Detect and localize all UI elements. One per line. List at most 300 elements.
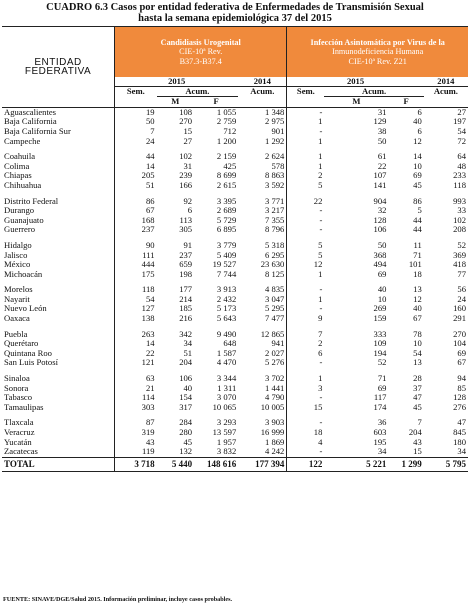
table-cell: 1 bbox=[287, 136, 325, 146]
table-cell: 1 200 bbox=[216, 136, 237, 146]
table-cell: 2 759 bbox=[216, 117, 237, 127]
table-cell: 7 bbox=[115, 127, 157, 137]
table-cell: 118 bbox=[115, 285, 157, 295]
table-cell: 69 bbox=[413, 171, 422, 181]
year-header: 2015 bbox=[287, 77, 424, 87]
table-row bbox=[2, 206, 468, 216]
table-cell: 69 bbox=[377, 383, 387, 393]
table-cell: 64 bbox=[457, 151, 466, 162]
table-cell: 494 bbox=[373, 259, 387, 270]
table-cell: 160 bbox=[453, 304, 466, 314]
table-cell: 114 bbox=[115, 393, 157, 403]
table-row bbox=[2, 393, 468, 403]
table-cell: 22 bbox=[377, 161, 387, 171]
table-cell: 101 bbox=[408, 259, 422, 270]
col-sem: Sem. bbox=[115, 87, 157, 107]
table-cell: 276 bbox=[453, 402, 466, 412]
table-cell: 7 bbox=[287, 329, 325, 339]
table-cell: 4 470 bbox=[216, 358, 237, 368]
group-candidiasis-title: Candidiasis Urogenital bbox=[160, 38, 241, 48]
table-cell: 10 bbox=[377, 294, 387, 304]
table-cell: 38 bbox=[377, 126, 387, 136]
col-acum-2014: Acum. bbox=[238, 87, 287, 107]
table-cell: 47 bbox=[457, 418, 466, 428]
table-cell: 1 311 bbox=[217, 383, 237, 393]
entity-name: Coahuila bbox=[4, 151, 36, 162]
table-cell: 5 276 bbox=[265, 358, 285, 368]
table-cell: 45 bbox=[413, 402, 422, 412]
table-cell: 154 bbox=[179, 393, 193, 403]
table-cell: 51 bbox=[183, 348, 193, 358]
table-cell: 10 005 bbox=[260, 402, 285, 412]
table-cell: 4 242 bbox=[265, 447, 285, 457]
table-cell: 3 217 bbox=[265, 205, 285, 216]
table-row bbox=[2, 270, 468, 280]
table-cell: 180 bbox=[453, 437, 466, 447]
table-cell: 12 bbox=[287, 260, 325, 270]
table-cell: 177 bbox=[179, 285, 193, 295]
table-cell: 67 bbox=[413, 313, 422, 324]
table-cell: 113 bbox=[179, 215, 193, 225]
entity-name: Aguascalientes bbox=[4, 107, 57, 117]
year-header: 2015 bbox=[115, 77, 239, 87]
table-cell: - bbox=[287, 285, 325, 295]
table-cell: 90 bbox=[115, 241, 157, 251]
entity-name: Tabasco bbox=[4, 393, 33, 403]
table-cell: 15 bbox=[413, 447, 422, 457]
table-cell: 102 bbox=[453, 215, 466, 225]
table-cell: 319 bbox=[115, 428, 157, 438]
table-row bbox=[2, 285, 468, 295]
table-cell: 1 bbox=[287, 295, 325, 305]
col-acum-2014: Acum. bbox=[424, 87, 468, 107]
table-cell: 54 bbox=[457, 126, 466, 136]
table-cell: - bbox=[287, 393, 325, 403]
table-cell: 1 bbox=[287, 374, 325, 384]
table-cell: 69 bbox=[457, 348, 466, 358]
table-cell: 305 bbox=[179, 225, 193, 235]
table-cell: 10 bbox=[413, 161, 422, 171]
table-cell: 13 597 bbox=[212, 427, 237, 438]
entity-name: Morelos bbox=[4, 285, 33, 295]
table-cell: 3 344 bbox=[216, 373, 237, 384]
table-cell: 19 527 bbox=[212, 259, 237, 270]
table-cell: 208 bbox=[453, 225, 466, 235]
table-cell: 5 643 bbox=[216, 313, 237, 324]
entity-name: Quintana Roo bbox=[4, 348, 52, 358]
table-cell: - bbox=[287, 216, 325, 226]
entity-name: Michoacán bbox=[4, 269, 43, 279]
table-row bbox=[2, 349, 468, 359]
table-cell: 21 bbox=[115, 383, 157, 393]
table-cell: 33 bbox=[457, 205, 466, 216]
table-cell: 27 bbox=[183, 136, 193, 146]
table-cell: 648 bbox=[223, 339, 237, 349]
table-row bbox=[2, 127, 468, 137]
table-row bbox=[2, 181, 468, 191]
total-cell: 5 795 bbox=[424, 457, 468, 471]
table-cell: 24 bbox=[457, 294, 466, 304]
entity-name: Sinaloa bbox=[4, 373, 30, 384]
table-cell: 44 bbox=[413, 215, 422, 225]
table-cell: 444 bbox=[115, 260, 157, 270]
table-cell: 61 bbox=[377, 151, 387, 162]
table-row bbox=[2, 358, 468, 368]
table-cell: 175 bbox=[115, 270, 157, 280]
entity-header bbox=[2, 27, 115, 108]
table-cell: 13 bbox=[413, 285, 422, 295]
table-cell: 86 bbox=[413, 196, 422, 206]
table-row bbox=[2, 447, 468, 457]
table-cell: 425 bbox=[223, 161, 237, 171]
table-cell: 5 bbox=[287, 241, 325, 251]
table-cell: 43 bbox=[115, 437, 157, 447]
entity-name: Baja California bbox=[4, 117, 57, 127]
table-row bbox=[2, 260, 468, 270]
entity-name: Guanajuato bbox=[4, 215, 44, 225]
table-cell: 8 699 bbox=[216, 171, 237, 181]
table-cell: 141 bbox=[373, 180, 387, 190]
table-cell: 50 bbox=[377, 136, 387, 146]
table-cell: 194 bbox=[373, 348, 387, 358]
total-cell: 5 221 bbox=[324, 457, 388, 471]
year-header: 2014 bbox=[424, 77, 468, 87]
table-cell: 6 bbox=[417, 107, 422, 117]
table-cell: 369 bbox=[453, 250, 466, 260]
cases-table bbox=[2, 26, 468, 472]
table-cell: 174 bbox=[373, 402, 387, 412]
source-footnote: FUENTE: SINAVE/DGE/Salud 2015. Información preliminar, incluye casos probables. bbox=[3, 596, 233, 603]
table-row bbox=[2, 428, 468, 438]
table-cell: 129 bbox=[373, 117, 387, 127]
table-cell: 12 bbox=[413, 294, 422, 304]
table-cell: 237 bbox=[115, 225, 157, 235]
entity-name: Tamaulipas bbox=[4, 402, 44, 412]
table-cell: - bbox=[287, 225, 325, 235]
table-cell: 3 702 bbox=[265, 373, 285, 384]
entity-name: Puebla bbox=[4, 329, 28, 339]
table-cell: 22 bbox=[115, 349, 157, 359]
table-cell: 5 bbox=[287, 181, 325, 191]
table-cell: 3 395 bbox=[216, 196, 237, 206]
table-cell: 18 bbox=[413, 269, 422, 279]
table-cell: 3 832 bbox=[216, 447, 237, 457]
table-cell: 5 295 bbox=[265, 304, 285, 314]
title-line-1: CUADRO 6.3 Casos por entidad federativa de Enfermedades de Transmisión Sexual bbox=[46, 2, 424, 13]
entity-name: Colima bbox=[4, 161, 30, 171]
table-cell: 2 027 bbox=[265, 348, 285, 358]
table-cell: 284 bbox=[179, 418, 193, 428]
entity-name: Guerrero bbox=[4, 225, 36, 235]
table-cell: 269 bbox=[373, 304, 387, 314]
table-cell: 239 bbox=[179, 171, 193, 181]
table-cell: 69 bbox=[377, 269, 387, 279]
table-cell: 47 bbox=[413, 393, 422, 403]
table-cell: 54 bbox=[413, 348, 422, 358]
entity-name: Baja California Sur bbox=[4, 126, 71, 136]
total-label: TOTAL bbox=[2, 457, 115, 471]
table-cell: 3 779 bbox=[216, 240, 237, 250]
table-row bbox=[2, 329, 468, 339]
group-vih-cie: CIE-10ª Rev. Z21 bbox=[348, 56, 407, 66]
col-f: F bbox=[388, 97, 423, 107]
table-row bbox=[2, 196, 468, 206]
table-cell: 2 615 bbox=[216, 180, 237, 190]
table-cell: 204 bbox=[408, 427, 422, 438]
table-cell: 67 bbox=[457, 358, 466, 368]
table-cell: 1 348 bbox=[265, 107, 285, 117]
table-cell: 111 bbox=[115, 250, 157, 260]
table-row bbox=[2, 403, 468, 413]
table-cell: 19 bbox=[115, 107, 157, 117]
table-row bbox=[2, 339, 468, 349]
table-cell: 9 bbox=[287, 314, 325, 324]
table-cell: 51 bbox=[115, 181, 157, 191]
total-cell: 177 394 bbox=[238, 457, 287, 471]
table-cell: 1 bbox=[287, 270, 325, 280]
title-line-2: hasta la semana epidemiológica 37 del 2015 bbox=[138, 13, 332, 24]
table-cell: 12 865 bbox=[260, 329, 285, 339]
entity-name: Distrito Federal bbox=[4, 196, 59, 206]
table-cell: 5 bbox=[287, 250, 325, 260]
table-cell: 233 bbox=[453, 171, 466, 181]
table-cell: 40 bbox=[413, 117, 422, 127]
total-cell: 148 616 bbox=[194, 457, 238, 471]
table-cell: 31 bbox=[377, 107, 387, 117]
table-cell: 4 790 bbox=[265, 393, 285, 403]
table-row bbox=[2, 437, 468, 447]
table-cell: 901 bbox=[271, 126, 285, 136]
table-cell: 368 bbox=[373, 250, 387, 260]
table-cell: 2 432 bbox=[216, 294, 237, 304]
table-cell: 27 bbox=[457, 107, 466, 117]
table-cell: 3 bbox=[287, 383, 325, 393]
entity-name: Sonora bbox=[4, 383, 29, 393]
table-cell: 3 903 bbox=[265, 418, 285, 428]
entity-name: Hidalgo bbox=[4, 240, 32, 250]
entity-name: Jalisco bbox=[4, 250, 28, 260]
entity-name: Durango bbox=[4, 205, 35, 216]
table-cell: 28 bbox=[413, 373, 422, 384]
entity-name: Oaxaca bbox=[4, 313, 30, 324]
table-cell: 7 bbox=[417, 418, 422, 428]
table-cell: 121 bbox=[115, 358, 157, 368]
table-cell: 48 bbox=[457, 161, 466, 171]
table-cell: 270 bbox=[453, 329, 466, 339]
table-cell: 109 bbox=[373, 339, 387, 349]
table-cell: 1 292 bbox=[265, 136, 285, 146]
table-row bbox=[2, 304, 468, 314]
table-cell: 216 bbox=[179, 313, 193, 324]
table-cell: 845 bbox=[453, 427, 466, 438]
table-cell: 204 bbox=[179, 358, 193, 368]
table-cell: 3 070 bbox=[216, 393, 237, 403]
table-cell: 14 bbox=[413, 151, 422, 162]
table-cell: 993 bbox=[453, 196, 466, 206]
table-cell: 1 055 bbox=[216, 107, 237, 117]
table-cell: 117 bbox=[373, 393, 387, 403]
total-row bbox=[2, 457, 468, 471]
table-cell: 6 295 bbox=[265, 250, 285, 260]
entity-name: Querétaro bbox=[4, 339, 39, 349]
table-cell: 195 bbox=[373, 437, 387, 447]
col-acum: Acum. bbox=[157, 87, 239, 97]
table-cell: 3 913 bbox=[216, 285, 237, 295]
table-cell: 1 bbox=[287, 117, 325, 127]
table-cell: 56 bbox=[457, 285, 466, 295]
table-cell: 8 796 bbox=[265, 225, 285, 235]
table-cell: 52 bbox=[377, 358, 387, 368]
table-cell: 6 bbox=[187, 205, 193, 216]
table-cell: 712 bbox=[223, 126, 237, 136]
table-cell: 1 bbox=[287, 162, 325, 172]
table-cell: 16 999 bbox=[260, 427, 285, 438]
table-row bbox=[2, 225, 468, 235]
table-cell: 1 869 bbox=[265, 437, 285, 447]
table-cell: 14 bbox=[115, 162, 157, 172]
table-cell: 1 bbox=[287, 152, 325, 162]
table-cell: 6 bbox=[417, 126, 422, 136]
table-cell: 23 630 bbox=[260, 259, 285, 270]
table-row bbox=[2, 107, 468, 117]
table-cell: 5 318 bbox=[265, 240, 285, 250]
table-row bbox=[2, 117, 468, 127]
table-cell: 94 bbox=[457, 373, 466, 384]
table-cell: 34 bbox=[183, 339, 193, 349]
table-row bbox=[2, 295, 468, 305]
entity-name: Yucatán bbox=[4, 437, 32, 447]
table-cell: 71 bbox=[413, 250, 422, 260]
table-cell: 7 744 bbox=[216, 269, 237, 279]
table-cell: 31 bbox=[183, 161, 193, 171]
table-cell: 63 bbox=[115, 374, 157, 384]
table-row bbox=[2, 314, 468, 324]
table-cell: 138 bbox=[115, 314, 157, 324]
entity-name: Veracruz bbox=[4, 427, 35, 438]
table-cell: 50 bbox=[377, 240, 387, 250]
table-cell: 168 bbox=[115, 216, 157, 226]
col-sem: Sem. bbox=[287, 87, 325, 107]
table-cell: 50 bbox=[115, 117, 157, 127]
group-vih-header bbox=[287, 27, 468, 78]
table-cell: 11 bbox=[413, 240, 422, 250]
table-cell: 12 bbox=[413, 136, 422, 146]
table-cell: 205 bbox=[115, 171, 157, 181]
table-cell: 270 bbox=[179, 117, 193, 127]
table-cell: 86 bbox=[115, 196, 157, 206]
table-cell: - bbox=[287, 304, 325, 314]
table-cell: 37 bbox=[413, 383, 422, 393]
total-cell: 1 299 bbox=[388, 457, 423, 471]
table-cell: 4 bbox=[287, 437, 325, 447]
table-cell: 3 592 bbox=[265, 180, 285, 190]
table-cell: 8 863 bbox=[265, 171, 285, 181]
table-cell: 108 bbox=[179, 107, 193, 117]
table-cell: 40 bbox=[377, 285, 387, 295]
table-cell: 333 bbox=[373, 329, 387, 339]
table-cell: 54 bbox=[115, 295, 157, 305]
table-cell: 18 bbox=[287, 428, 325, 438]
table-row bbox=[2, 241, 468, 251]
table-cell: 280 bbox=[179, 427, 193, 438]
table-cell: 317 bbox=[179, 402, 193, 412]
table-cell: 6 895 bbox=[216, 225, 237, 235]
table-cell: 43 bbox=[413, 437, 422, 447]
group-vih-title: Infección Asintomática por Virus de la bbox=[310, 38, 445, 48]
col-m: M bbox=[324, 97, 388, 107]
table-cell: 941 bbox=[271, 339, 285, 349]
table-cell: 22 bbox=[287, 196, 325, 206]
year-header: 2014 bbox=[238, 77, 287, 87]
table-cell: 166 bbox=[179, 180, 193, 190]
table-cell: 3 293 bbox=[216, 418, 237, 428]
table-cell: 24 bbox=[115, 136, 157, 146]
table-cell: 1 587 bbox=[216, 348, 237, 358]
table-cell: 71 bbox=[377, 373, 387, 384]
table-cell: 15 bbox=[183, 126, 193, 136]
table-cell: - bbox=[287, 358, 325, 368]
table-cell: 5 729 bbox=[216, 215, 237, 225]
table-cell: 106 bbox=[373, 225, 387, 235]
col-f: F bbox=[194, 97, 238, 107]
table-cell: - bbox=[287, 206, 325, 216]
entity-name: México bbox=[4, 259, 31, 270]
table-cell: 3 771 bbox=[265, 196, 285, 206]
table-cell: 128 bbox=[453, 393, 466, 403]
table-row bbox=[2, 374, 468, 384]
table-row bbox=[2, 152, 468, 162]
table-cell: - bbox=[287, 418, 325, 428]
entity-name: Chihuahua bbox=[4, 180, 42, 190]
table-cell: 10 065 bbox=[212, 402, 237, 412]
table-cell: 5 409 bbox=[216, 250, 237, 260]
table-cell: 2 159 bbox=[216, 151, 237, 162]
table-cell: 132 bbox=[179, 447, 193, 457]
table-cell: 3 047 bbox=[265, 294, 285, 304]
table-cell: 34 bbox=[377, 447, 387, 457]
table-row bbox=[2, 216, 468, 226]
total-cell: 3 718 bbox=[115, 457, 157, 471]
table-cell: 10 bbox=[413, 339, 422, 349]
table-cell: - bbox=[287, 107, 325, 117]
entity-header-line-1: ENTIDAD bbox=[34, 56, 82, 68]
table-cell: 13 bbox=[413, 358, 422, 368]
col-acum: Acum. bbox=[324, 87, 423, 97]
table-cell: 603 bbox=[373, 427, 387, 438]
entity-name: Zacatecas bbox=[4, 447, 38, 457]
table-cell: 127 bbox=[115, 304, 157, 314]
table-cell: 6 bbox=[287, 349, 325, 359]
table-cell: 2 624 bbox=[265, 151, 285, 162]
entity-name: Tlaxcala bbox=[4, 418, 34, 428]
table-cell: 1 441 bbox=[265, 383, 285, 393]
table-row bbox=[2, 171, 468, 181]
table-cell: 107 bbox=[373, 171, 387, 181]
table-title bbox=[0, 2, 470, 24]
table-cell: 8 125 bbox=[265, 269, 285, 279]
table-cell: 159 bbox=[373, 313, 387, 324]
table-cell: 45 bbox=[183, 437, 193, 447]
total-cell: 5 440 bbox=[157, 457, 195, 471]
entity-name: Nayarit bbox=[4, 294, 30, 304]
entity-name: Nuevo León bbox=[4, 304, 47, 314]
table-cell: 40 bbox=[183, 383, 193, 393]
group-candidiasis-header bbox=[115, 27, 287, 78]
table-cell: 91 bbox=[183, 240, 193, 250]
table-cell: - bbox=[287, 447, 325, 457]
table-cell: 119 bbox=[115, 447, 157, 457]
table-cell: 85 bbox=[457, 383, 466, 393]
